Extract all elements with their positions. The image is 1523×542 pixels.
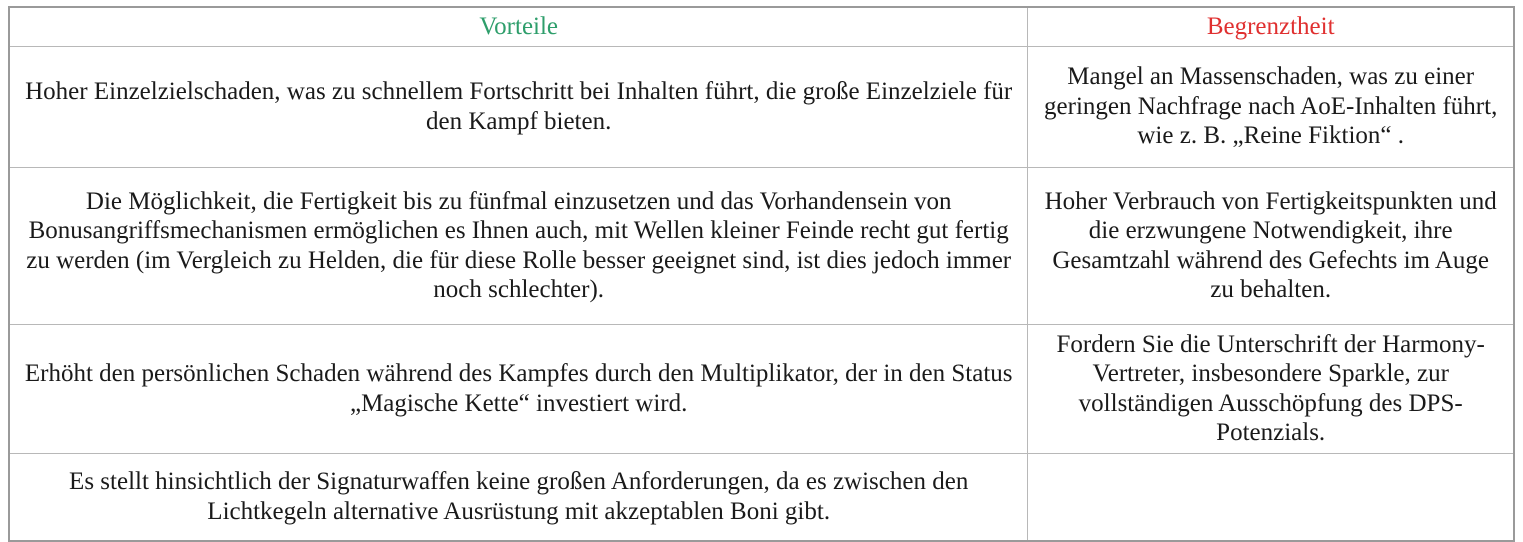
column-header-pros: Vorteile [9,7,1028,46]
cell-pros: Es stellt hinsichtlich der Signaturwaffen keine großen Anforderungen, da es zwischen den Lichtkegeln alternative Ausrüstung mit akzeptablen Boni gibt. [9,453,1028,541]
table-row [9,453,1514,541]
table-row [9,324,1514,453]
table-body [9,46,1514,541]
column-header-cons: Begrenztheit [1028,7,1514,46]
cell-cons: Hoher Verbrauch von Fertigkeitspunkten und die erzwungene Notwendigkeit, ihre Gesamtzahl während des Gefechts im Auge zu behalten. [1028,167,1514,324]
cell-pros: Hoher Einzelzielschaden, was zu schnellem Fortschritt bei Inhalten führt, die große Einzelziele für den Kampf bieten. [9,46,1028,167]
cell-cons: Fordern Sie die Unterschrift der Harmony-Vertreter, insbesondere Sparkle, zur vollständigen Ausschöpfung des DPS-Potenzials. [1028,324,1514,453]
pros-cons-table [8,6,1515,542]
table-row [9,167,1514,324]
table-row [9,46,1514,167]
cell-cons: Mangel an Massenschaden, was zu einer geringen Nachfrage nach AoE-Inhalten führt, wie z. B. „Reine Fiktion“ . [1028,46,1514,167]
cell-pros: Die Möglichkeit, die Fertigkeit bis zu fünfmal einzusetzen und das Vorhandensein von Bonusangriffsmechanismen ermöglichen es Ihnen auch, mit Wellen kleiner Feinde recht gut fertig zu werden (im Vergleich zu Helden, die für diese Rolle besser geeignet sind, ist dies jedoch immer noch schlechter). [9,167,1028,324]
cell-pros: Erhöht den persönlichen Schaden während des Kampfes durch den Multiplikator, der in den Status „Magische Kette“ investiert wird. [9,324,1028,453]
cell-cons [1028,453,1514,541]
table-header-row [9,7,1514,46]
table-header [9,7,1514,46]
